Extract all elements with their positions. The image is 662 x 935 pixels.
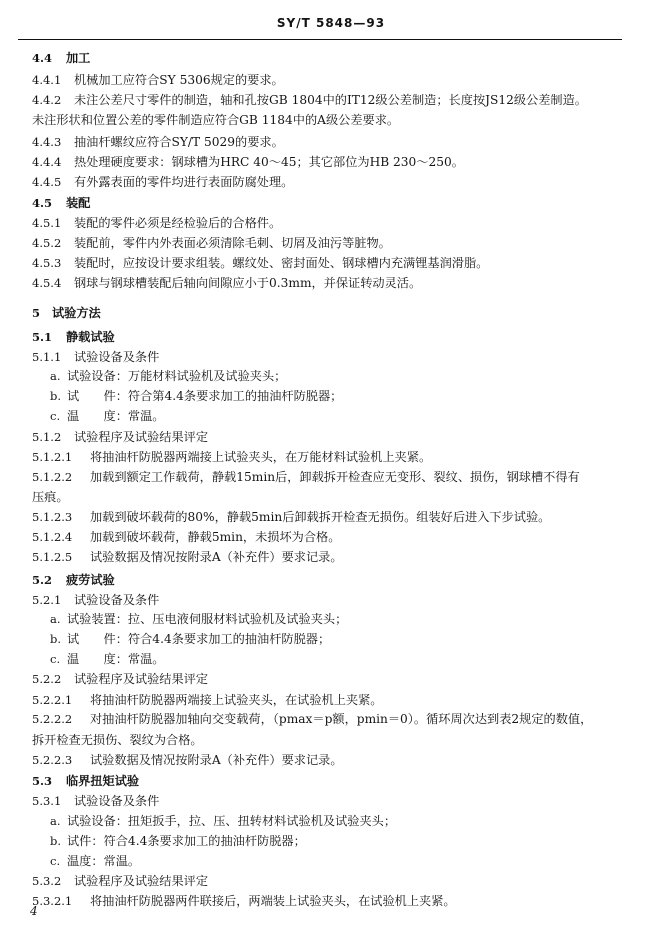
clause-text: 未注公差尺寸零件的制造，轴和孔按GB 1804中的IT12级公差制造；长度按JS12级公差制造。 (74, 93, 587, 107)
clause-text: 有外露表面的零件均进行表面防腐处理。 (74, 175, 294, 189)
clause-text: 试验设备及条件 (74, 794, 160, 808)
clause-text: 拆开检查无损伤、裂纹为合格。 (32, 733, 203, 747)
clause-line (0, 213, 662, 233)
clause-number: 5.2.2.1 (32, 693, 73, 707)
clause-line (0, 507, 662, 527)
clause-text: 试验程序及试验结果评定 (74, 672, 209, 686)
clause-number: 5.3 (32, 774, 53, 788)
clause-line (0, 152, 662, 172)
clause-line (0, 527, 662, 547)
clause-line (0, 90, 662, 110)
clause-number: a. (50, 369, 61, 383)
clause-text: 温度：常温。 (67, 854, 141, 868)
clause-text: 静载试验 (66, 330, 115, 344)
clause-text: 钢球与钢球槽装配后轴向间隙应小于0.3mm，并保证转动灵活。 (74, 276, 422, 290)
clause-line (0, 547, 662, 567)
clause-number: 5.3.1 (32, 794, 62, 808)
clause-number: 4.4.2 (32, 93, 62, 107)
clause-number: 5 (32, 306, 41, 320)
clause-text: 试件：符合4.4条要求加工的抽油杆防脱器； (67, 834, 306, 848)
clause-text: 加载到破坏载荷，静载5min，未损坏为合格。 (90, 530, 341, 544)
clause-text: 临界扭矩试验 (66, 774, 140, 788)
clause-text: 加工 (66, 51, 91, 65)
clause-number: 5.1.2.1 (32, 450, 73, 464)
list-item (0, 831, 662, 851)
page-number: 4 (30, 904, 38, 918)
clause-text: 将抽油杆防脱器两端接上试验夹头，在万能材料试验机上夹紧。 (90, 450, 432, 464)
clause-number: 5.2.2 (32, 672, 62, 686)
clause-text: 温 度：常温。 (67, 409, 165, 423)
clause-text: 装配时，应按设计要求组装。螺纹处、密封面处、钢球槽内充满锂基润滑脂。 (74, 256, 489, 270)
list-item (0, 386, 662, 406)
clause-text: 对抽油杆防脱器加轴向交变载荷，（pmax＝p额，pmin＝0）。循环周次达到表2规定的数值， (90, 712, 593, 726)
clause-text: 试验程序及试验结果评定 (74, 874, 209, 888)
section-heading (0, 303, 662, 323)
clause-number: c. (50, 409, 61, 423)
clause-number: 4.4 (32, 51, 53, 65)
clause-line (0, 791, 662, 811)
clause-number: 5.2 (32, 573, 53, 587)
clause-line (0, 669, 662, 689)
clause-number: 4.4.3 (32, 135, 62, 149)
clause-text: 试验数据及情况按附录A（补充件）要求记录。 (90, 550, 343, 564)
clause-text: 装配的零件必须是经检验后的合格件。 (74, 216, 282, 230)
clause-line (0, 132, 662, 152)
clause-number: 4.4.1 (32, 73, 62, 87)
clause-line (0, 70, 662, 90)
clause-text: 将抽油杆防脱器两端接上试验夹头，在试验机上夹紧。 (90, 693, 383, 707)
clause-number: 5.2.2.3 (32, 753, 73, 767)
clause-text: 试 件：符合4.4条要求加工的抽油杆防脱器； (67, 632, 331, 646)
clause-text: 试验程序及试验结果评定 (74, 430, 209, 444)
clause-text: 将抽油杆防脱器两件联接后，两端装上试验夹头，在试验机上夹紧。 (90, 894, 456, 908)
section-heading (0, 193, 662, 213)
clause-number: 4.5.2 (32, 236, 62, 250)
section-heading (0, 771, 662, 791)
list-item (0, 851, 662, 871)
clause-line (0, 590, 662, 610)
paragraph-continuation (0, 110, 662, 130)
clause-number: c. (50, 652, 61, 666)
clause-number: 5.3.2.1 (32, 894, 73, 908)
clause-number: 4.4.4 (32, 155, 62, 169)
clause-line (0, 690, 662, 710)
clause-line (0, 347, 662, 367)
clause-line (0, 253, 662, 273)
clause-number: 4.5.1 (32, 216, 62, 230)
clause-number: 5.1.2.3 (32, 510, 73, 524)
clause-line (0, 427, 662, 447)
clause-number: b. (50, 389, 62, 403)
paragraph-continuation (0, 730, 662, 750)
clause-text: 试验设备及条件 (74, 350, 160, 364)
list-item (0, 811, 662, 831)
clause-text: 压痕。 (32, 490, 69, 504)
clause-number: 5.1.2.2 (32, 470, 73, 484)
clause-line (0, 233, 662, 253)
header-rule (18, 39, 622, 40)
clause-text: 试验设备：扭矩扳手，拉、压、扭转材料试验机及试验夹头； (67, 814, 397, 828)
list-item (0, 366, 662, 386)
list-item (0, 406, 662, 426)
clause-number: 4.4.5 (32, 175, 62, 189)
clause-number: 5.2.2.2 (32, 712, 73, 726)
clause-line (0, 709, 662, 729)
section-heading (0, 570, 662, 590)
clause-number: b. (50, 632, 62, 646)
clause-number: 5.1.1 (32, 350, 62, 364)
clause-text: 装配 (66, 196, 91, 210)
clause-number: 4.5.4 (32, 276, 62, 290)
clause-number: b. (50, 834, 62, 848)
clause-text: 试验数据及情况按附录A（补充件）要求记录。 (90, 753, 343, 767)
clause-text: 加载到额定工作载荷，静载15min后，卸载拆开检查应无变形、裂纹、损伤，钢球槽不得有 (90, 470, 580, 484)
clause-number: 4.5 (32, 196, 53, 210)
clause-text: 抽油杆螺纹应符合SY/T 5029的要求。 (74, 135, 284, 149)
list-item (0, 629, 662, 649)
page-header: SY/T 5848—93 (276, 16, 386, 30)
clause-text: 试验设备及条件 (74, 593, 160, 607)
clause-text: 试验方法 (52, 306, 101, 320)
clause-line (0, 871, 662, 891)
clause-number: 5.1.2.4 (32, 530, 73, 544)
clause-line (0, 750, 662, 770)
clause-line (0, 273, 662, 293)
clause-line (0, 891, 662, 911)
clause-number: 5.1.2 (32, 430, 62, 444)
clause-text: 加载到破坏载荷的80%，静载5min后卸载拆开检查无损伤。组装好后进入下步试验。 (90, 510, 551, 524)
clause-number: c. (50, 854, 61, 868)
list-item (0, 649, 662, 669)
clause-number: 4.5.3 (32, 256, 62, 270)
clause-text: 疲劳试验 (66, 573, 115, 587)
clause-text: 热处理硬度要求：钢球槽为HRC 40～45；其它部位为HB 230～250。 (74, 155, 464, 169)
clause-text: 温 度：常温。 (67, 652, 165, 666)
clause-text: 试验装置：拉、压电液伺服材料试验机及试验夹头； (67, 612, 348, 626)
clause-text: 未注形状和位置公差的零件制造应符合GB 1184中的A级公差要求。 (32, 113, 400, 127)
clause-line (0, 467, 662, 487)
clause-number: 5.1 (32, 330, 53, 344)
clause-number: a. (50, 612, 61, 626)
clause-text: 装配前，零件内外表面必须清除毛刺、切屑及油污等脏物。 (74, 236, 391, 250)
list-item (0, 609, 662, 629)
clause-text: 试验设备：万能材料试验机及试验夹头； (67, 369, 287, 383)
clause-text: 试 件：符合第4.4条要求加工的抽油杆防脱器； (67, 389, 343, 403)
clause-number: 5.2.1 (32, 593, 62, 607)
clause-number: 5.1.2.5 (32, 550, 73, 564)
clause-text: 机械加工应符合SY 5306规定的要求。 (74, 73, 284, 87)
clause-number: 5.3.2 (32, 874, 62, 888)
clause-line (0, 447, 662, 467)
section-heading (0, 327, 662, 347)
clause-number: a. (50, 814, 61, 828)
section-heading (0, 48, 662, 68)
paragraph-continuation (0, 487, 662, 507)
clause-line (0, 172, 662, 192)
